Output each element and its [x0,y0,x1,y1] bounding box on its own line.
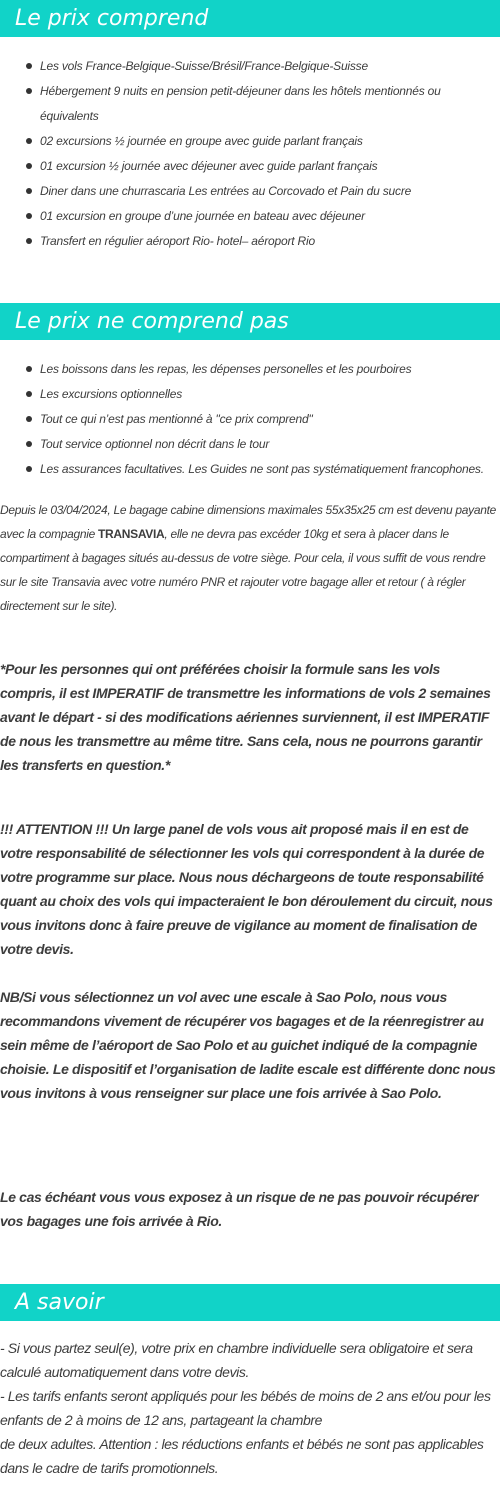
savoir-line: - Les tarifs enfants seront appliqués pour les bébés de moins de 2 ans et/ou pour les enfants de 2 à moins de 12 ans, partageant la chambre [0,1388,491,1428]
savoir-line: de deux adultes. Attention : les réductions enfants et bébés ne sont pas applicables dans le cadre de tarifs promotionnels. [0,1436,484,1476]
list-item: Diner dans une churrascaria Les entrées au Corcovado et Pain du sucre [0,179,500,204]
list-item: Les excursions optionnelles [0,382,500,407]
section-title-a-savoir: A savoir [0,1284,500,1321]
list-item: Les vols France-Belgique-Suisse/Brésil/France-Belgique-Suisse [0,54,500,79]
baggage-text-after: , elle ne devra pas excéder 10kg et sera à placer dans le compartiment à bagages situés au-dessus de votre siège. Pour cela, il vous suffit de vous rendre sur le site Transavia avec votre numéro PNR et rajouter votre bagage aller et retour ( à régler directement sur le site). [0,527,486,613]
nb-note: NB/Si vous sélectionnez un vol avec une escale à Sao Polo, nous vous recommandons vivement de récupérer vos bagages et de la réenregistrer au sein même de l’aéroport de Sao Polo et au guichet indiqué de la compagnie choisie. Le dispositif et l’organisation de ladite escale est différente donc nous vous invitons à vous renseigner sur place une fois arrivée à Sao Polo. [0,989,496,1101]
section-title-prix-comprend: Le prix comprend [0,0,500,37]
section-title-prix-ne-comprend-pas: Le prix ne comprend pas [0,303,500,340]
rio-note: Le cas échéant vous vous exposez à un risque de ne pas pouvoir récupérer vos bagages une fois arrivée à Rio. [0,1189,479,1229]
list-item: 01 excursion ½ journée avec déjeuner avec guide parlant français [0,154,500,179]
baggage-paragraph [0,498,500,618]
list-item: Tout ce qui n’est pas mentionné à "ce prix comprend" [0,407,500,432]
savoir-paragraph [0,1336,500,1480]
list-item: Les boissons dans les repas, les dépenses personelles et les pourboires [0,357,500,382]
baggage-text-before: Depuis le 03/04/2024, Le bagage cabine dimensions maximales 55x35x25 cm est devenu payante avec la compagnie [0,503,497,541]
list-item: Tout service optionnel non décrit dans le tour [0,432,500,457]
formule-note: *Pour les personnes qui ont préférées choisir la formule sans les vols compris, il est IMPERATIF de transmettre les informations de vols 2 semaines avant le départ - si des modifications aériennes surviennent, il est IMPERATIF de nous les transmettre au même titre. Sans cela, nous ne pourrons garantir les transferts en question.* [0,661,491,773]
baggage-company: TRANSAVIA [98,527,165,541]
excludes-list [0,357,500,482]
list-item: Les assurances facultatives. Les Guides ne sont pas systématiquement francophones. [0,457,500,482]
savoir-line: - Si vous partez seul(e), votre prix en chambre individuelle sera obligatoire et sera calculé automatiquement dans votre devis. [0,1340,473,1380]
attention-note: !!! ATTENTION !!! Un large panel de vols vous ait proposé mais il en est de votre responsabilité de sélectionner les vols qui correspondent à la durée de votre programme sur place. Nous nous déchargeons de toute responsabilité quant au choix des vols qui impacteraient le bon déroulement du circuit, nous vous invitons donc à faire preuve de vigilance au moment de finalisation de votre devis. [0,821,493,957]
list-item: 02 excursions ½ journée en groupe avec guide parlant français [0,129,500,154]
includes-list [0,54,500,254]
list-item: Transfert en régulier aéroport Rio- hotel– aéroport Rio [0,229,500,254]
list-item: Hébergement 9 nuits en pension petit-déjeuner dans les hôtels mentionnés ou équivalents [0,79,500,129]
list-item: 01 excursion en groupe d’une journée en bateau avec déjeuner [0,204,500,229]
